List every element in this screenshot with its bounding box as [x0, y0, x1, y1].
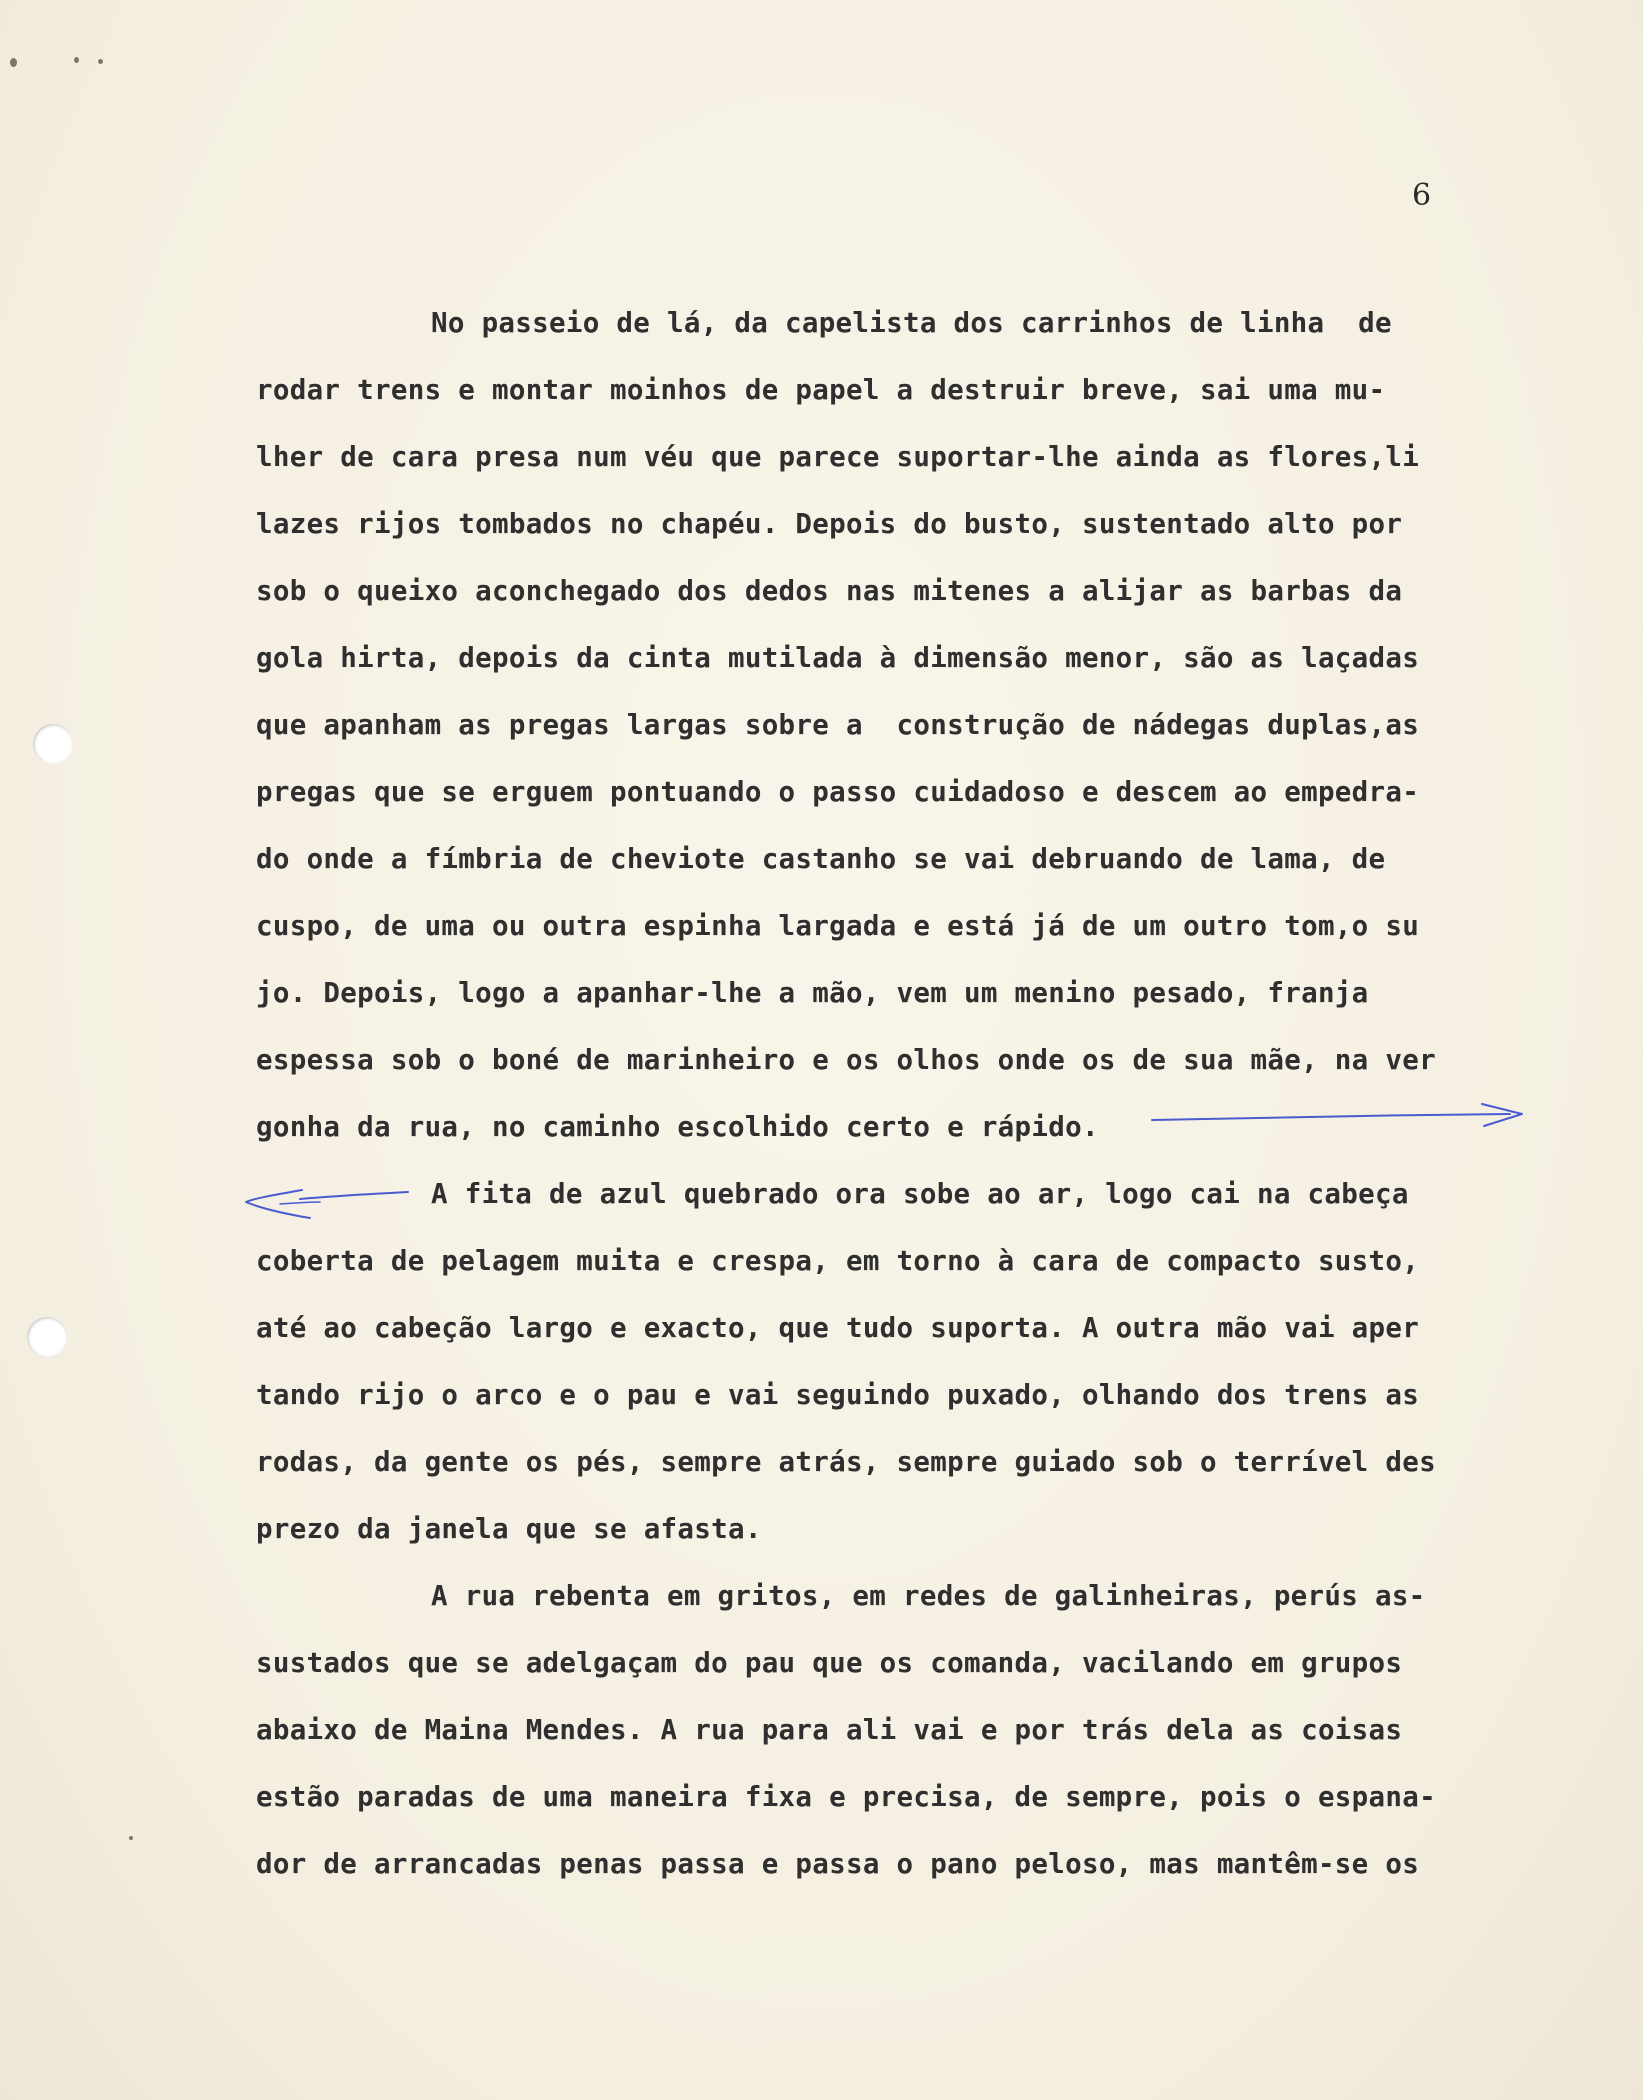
text-line: abaixo de Maina Mendes. A rua para ali vai e por trás dela as coisas [256, 1714, 1403, 1746]
text-line: sob o queixo aconchegado dos dedos nas mitenes a alijar as barbas da [256, 575, 1403, 607]
text-line: sustados que se adelgaçam do pau que os comanda, vacilando em grupos [256, 1647, 1403, 1679]
text-line: A rua rebenta em gritos, em redes de galinheiras, perús as- [431, 1580, 1426, 1612]
text-line: rodas, da gente os pés, sempre atrás, sempre guiado sob o terrível des [256, 1446, 1436, 1478]
text-line: jo. Depois, logo a apanhar-lhe a mão, vem um menino pesado, franja [256, 977, 1369, 1009]
paper-speck [74, 57, 79, 63]
binder-hole-top [33, 724, 73, 764]
text-line: lazes rijos tombados no chapéu. Depois do busto, sustentado alto por [256, 508, 1403, 540]
text-line: prezo da janela que se afasta. [256, 1513, 762, 1545]
paragraph-3 [256, 1563, 1496, 1898]
handwritten-arrow-right-icon [1150, 1098, 1530, 1138]
text-line: pregas que se erguem pontuando o passo cuidadoso e descem ao empedra- [256, 776, 1420, 808]
text-line: lher de cara presa num véu que parece suportar-lhe ainda as flores,li [256, 441, 1420, 473]
text-line: gola hirta, depois da cinta mutilada à dimensão menor, são as laçadas [256, 642, 1420, 674]
paper-speck [98, 59, 103, 64]
text-line: dor de arrancadas penas passa e passa o pano peloso, mas mantêm-se os [256, 1848, 1420, 1880]
text-line: coberta de pelagem muita e crespa, em torno à cara de compacto susto, [256, 1245, 1420, 1277]
text-line: A fita de azul quebrado ora sobe ao ar, logo cai na cabeça [431, 1178, 1409, 1210]
text-line: até ao cabeção largo e exacto, que tudo suporta. A outra mão vai aper [256, 1312, 1420, 1344]
text-line: que apanham as pregas largas sobre a construção de nádegas duplas,as [256, 709, 1420, 741]
binder-hole-bottom [27, 1317, 67, 1357]
text-line: gonha da rua, no caminho escolhido certo e rápido. [256, 1111, 1099, 1143]
text-line: estão paradas de uma maneira fixa e precisa, de sempre, pois o espana- [256, 1781, 1436, 1813]
text-line: tando rijo o arco e o pau e vai seguindo puxado, olhando dos trens as [256, 1379, 1420, 1411]
paragraph-1 [256, 290, 1496, 1161]
handwritten-arrow-left-icon [240, 1180, 420, 1230]
paper-speck [10, 58, 17, 67]
text-line: do onde a fímbria de cheviote castanho se vai debruando de lama, de [256, 843, 1386, 875]
text-line: espessa sob o boné de marinheiro e os olhos onde os de sua mãe, na ver [256, 1044, 1436, 1076]
paragraph-2 [256, 1161, 1496, 1563]
paper-speck [129, 1836, 133, 1840]
page-number: 6 [1412, 178, 1432, 213]
text-line: No passeio de lá, da capelista dos carrinhos de linha de [431, 307, 1392, 339]
typed-text [256, 290, 1496, 1898]
text-line: rodar trens e montar moinhos de papel a destruir breve, sai uma mu- [256, 374, 1386, 406]
text-line: cuspo, de uma ou outra espinha largada e está já de um outro tom,o su [256, 910, 1420, 942]
